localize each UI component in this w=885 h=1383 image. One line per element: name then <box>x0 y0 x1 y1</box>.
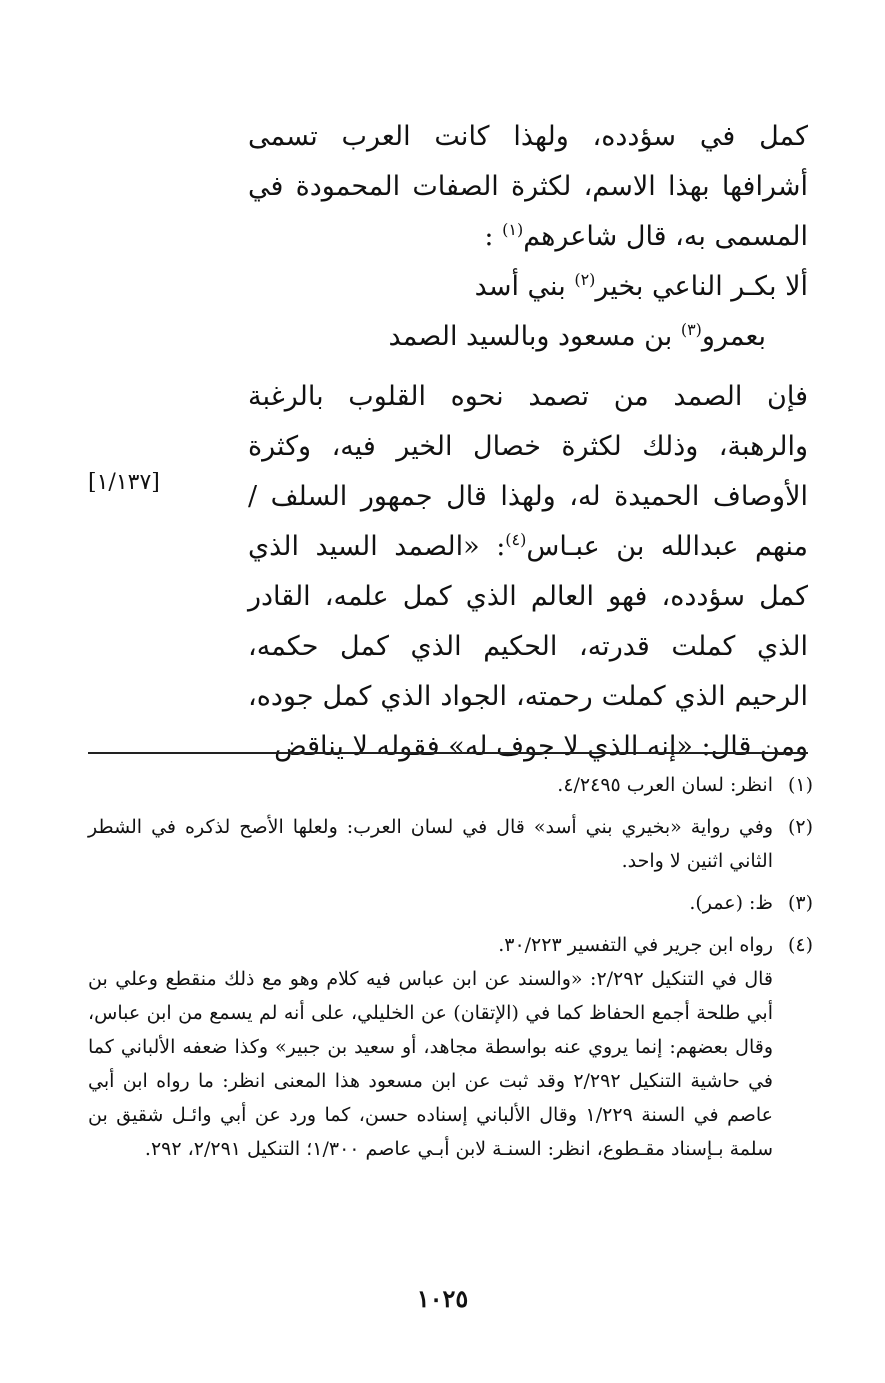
page-number: ١٠٢٥ <box>416 1284 469 1313</box>
verse-line-1: ألا بكـر الناعي بخير$^{(٢)}$ بني أسد <box>474 270 808 302</box>
footnote-ref-3[interactable]: (٣) <box>680 320 702 339</box>
footnote-ref-2[interactable]: (٢) <box>574 270 596 289</box>
footnote-ref-4[interactable]: (٤) <box>505 530 527 549</box>
paragraph-1-text: كمل في سؤدده، ولهذا كانت العرب تسمى أشرافها بهذا الاسم، لكثرة الصفات المحمودة في المسمى به، قال شاعرهم <box>248 121 808 252</box>
footnote-divider <box>88 752 808 754</box>
footnote-text: وفي رواية «بخيري بني أسد» قال في لسان العرب: ولعلها الأصح لذكره في الشطر الثاني اثنين لا واحد. <box>88 816 773 872</box>
paragraph-2-text-b: : «الصمد السيد الذي كمل سؤدده، فهو العالم الذي كمل علمه، القادر الذي كملت قدرته، الحكيم الذي كمل حكمه، الرحيم الذي كملت رحمته، الجواد الذي كمل جوده، ومن قال: «إنه الذي لا جوف له» فقوله لا يناقض <box>248 531 808 762</box>
paragraph-1 <box>248 112 808 262</box>
footnote-2 <box>88 810 813 878</box>
footnotes <box>88 768 813 1174</box>
footnote-number: (٢) <box>787 816 813 838</box>
footnote-number: (٣) <box>787 892 813 914</box>
paragraph-2-text-a: فإن الصمد من تصمد نحوه القلوب بالرغبة والرهبة، وذلك لكثرة خصال الخير فيه، وكثرة الأوصاف الحميدة له، ولهذا قال جمهور السلف / منهم عبدالله بن عبـاس <box>248 381 808 562</box>
main-text <box>248 112 808 772</box>
footnote-4 <box>88 928 813 1166</box>
paragraph-1-end: : <box>484 221 494 252</box>
footnote-ref-1[interactable]: (١) <box>502 220 524 239</box>
footnote-text: رواه ابن جرير في التفسير ٣٠/٢٢٣. <box>498 934 773 956</box>
footnote-3 <box>88 886 813 920</box>
footnote-number: (٤) <box>787 934 813 956</box>
footnote-text: انظر: لسان العرب ٤/٢٤٩٥. <box>557 774 773 796</box>
footnote-text: قال في التنكيل ٢/٢٩٢: «والسند عن ابن عباس فيه كلام وهو مع ذلك منقطع وعلي بن أبي طلحة أجمع الحفاظ كما في (الإتقان) عن الخليلي، على أنه لم يسمع من ابن عباس، وقال بعضهم: إنما يروي عنه بواسطة مجاهد، أو سعيد بن جبير» وكذا ضعفه الألباني كما في حاشية التنكيل ٢/٢٩٢ وقد ثبت عن ابن مسعود هذا المعنى انظر: ما رواه ابن أبي عاصم في السنة ١/٢٢٩ وقال الألباني إسناده حسن، كما ورد عن أبي وائـل شقيق بن سلمة بـإسناد مقـطوع، انظر: السنـة لابن أبـي عاصم ١/٣٠٠؛ التنكيل ٢/٢٩١، ٢٩٢. <box>88 968 773 1160</box>
footnote-number: (١) <box>787 774 813 796</box>
manuscript-folio-reference: [١/١٣٧] <box>88 470 160 495</box>
verse-line-2: بعمرو$^{(٣)}$ بن مسعود وبالسيد الصمد <box>388 320 766 352</box>
footnote-1 <box>88 768 813 802</box>
paragraph-2 <box>248 372 808 772</box>
footnote-text: ظ: (عمر). <box>689 892 773 914</box>
